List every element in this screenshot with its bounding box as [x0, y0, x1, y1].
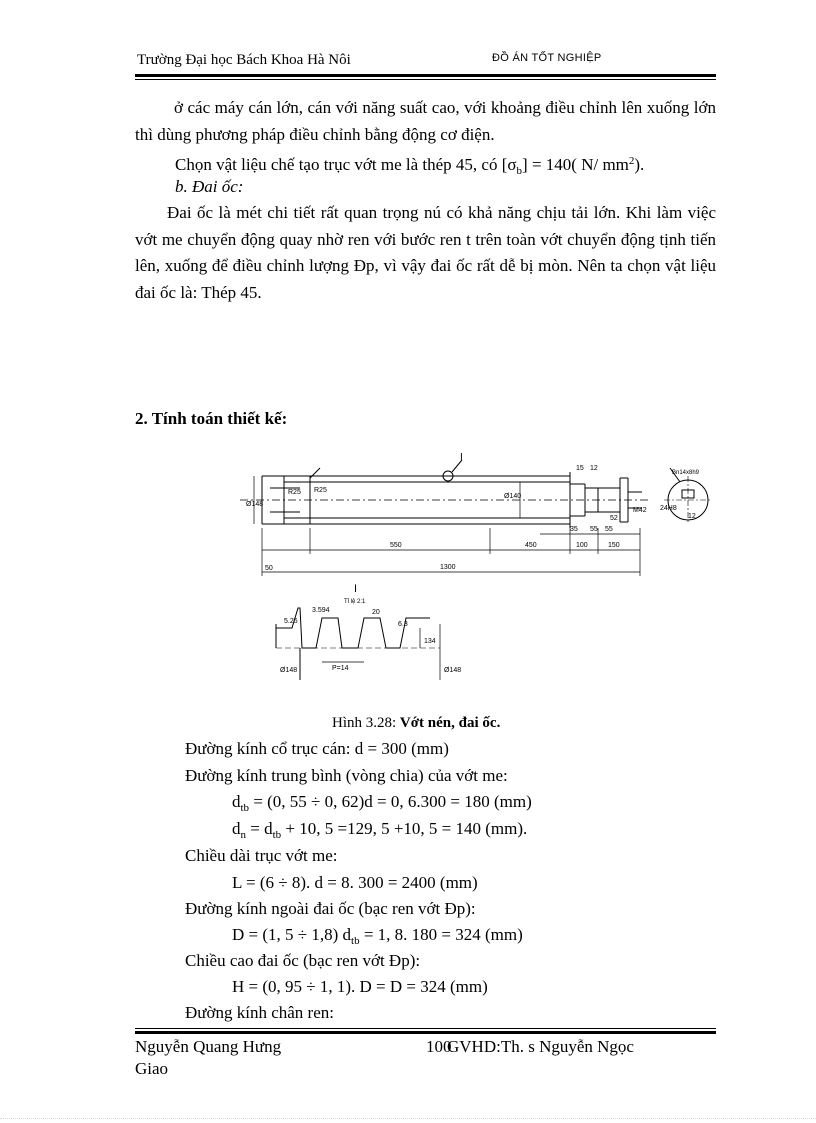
- dim-12: 12: [590, 465, 598, 472]
- dim-1300: 1300: [440, 564, 456, 571]
- dim-55: 55: [590, 526, 598, 533]
- shaft-main-view: [240, 460, 650, 528]
- dim-3-594: 3.594: [312, 607, 330, 614]
- dim-550: 550: [390, 542, 402, 549]
- dim-148c: Ø148: [444, 667, 462, 674]
- detail-title: I: [354, 583, 358, 595]
- footer-page-number: 100: [426, 1037, 452, 1056]
- paragraph-1: ở các máy cán lớn, cán với năng suất cao, với khoảng điều chỉnh lên xuống lớn thì dùng phương pháp điều chỉnh bằng động cơ điện.: [135, 98, 716, 144]
- paragraph-nut: Đai ốc là mét chi tiết rất quan trọng nú có khả năng chịu tải lớn. Khi làm việc vớt me chuyển động quay nhờ ren với bước ren t trên toàn vớt chuyển động tịnh tiến lên, xuống để điều chỉnh lượng Đp, vì vậy đai ốc rất dễ bị mòn. Nên ta chọn vật liệu đai ốc là: Thép 45.: [135, 203, 716, 302]
- calc-dtb: $d_{tb} = (0$, 55 ÷ 0, 62)d = 0, 6.300 = 180 (mm): [232, 792, 532, 814]
- figure-drawing: [240, 448, 720, 698]
- thread-detail: [276, 608, 440, 680]
- calc-length-label: Chiều dài trục vớt me:: [185, 846, 338, 865]
- calc-mean-diameter-label: Đường kính trung bình (vòng chia) của vớt me:: [185, 766, 508, 785]
- dim-148b: Ø148: [280, 667, 298, 674]
- dim-100: 100: [576, 542, 588, 549]
- dim-52: 52: [610, 515, 618, 522]
- dim-dia148: Ø148: [246, 501, 264, 508]
- dim-20: 20: [372, 609, 380, 616]
- dim-6-3: 6.3: [398, 621, 408, 628]
- calc-height: H = (0, 95 ÷ 1, 1). D = D = 324 (mm): [232, 977, 488, 996]
- dim-134: 134: [424, 638, 436, 645]
- dim-pitch: P=14: [332, 665, 349, 672]
- dim-r25b: R25: [314, 487, 327, 494]
- dim-m42: M42: [633, 507, 647, 514]
- dim-50: 50: [265, 565, 273, 572]
- dim-450: 450: [525, 542, 537, 549]
- calc-length: L = (6 ÷ 8). d = 8. 300 = 2400 (mm): [232, 873, 478, 892]
- dim-spline: Bn14x8h9: [672, 470, 700, 476]
- dim-35: 35: [570, 526, 578, 533]
- page-bottom-border: [0, 1118, 816, 1119]
- dim-15: 15: [576, 465, 584, 472]
- header-rule-thin: [135, 79, 716, 80]
- section-heading: 2. Tính toán thiết kế:: [135, 409, 288, 428]
- header-title: ĐỒ ÁN TỐT NGHIỆP: [492, 52, 602, 64]
- dim-55b: 55: [605, 526, 613, 533]
- paragraph-material: Chọn vật liệu chế tạo trục vớt me là thép 45, có $[\sigma_b] = 140$( N/ $mm^2$).: [175, 155, 645, 177]
- figure-caption: Hình 3.28: Vớt nén, đai ốc.: [332, 715, 501, 731]
- detail-marker: I: [460, 452, 463, 463]
- footer-supervisor: GVHD:Th. s Nguyễn Ngọc: [447, 1037, 634, 1056]
- footer-author: Nguyễn Quang Hưng: [135, 1037, 282, 1056]
- detail-scale: Tỉ lệ 2:1: [344, 599, 366, 605]
- header-school: Trường Đại học Bách Khoa Hà Nôi: [137, 52, 351, 68]
- shaft-dimensions: [254, 476, 640, 576]
- subheading-nut: b. Đai ốc:: [175, 177, 244, 196]
- calc-height-label: Chiều cao đai ốc (bạc ren vớt Đp):: [185, 951, 421, 970]
- footer-author-cont: Giao: [135, 1059, 169, 1078]
- dim-12b: 12: [688, 513, 696, 520]
- header-rule: [135, 74, 716, 77]
- calc-outer-diameter: D = (1, 5 ÷ 1,8) $d_{tb} = 1$, 8. 180 = 324 (mm): [232, 925, 523, 947]
- dim-5-25: 5.25: [284, 618, 298, 625]
- dim-dia140: Ø140: [504, 493, 522, 500]
- dim-150: 150: [608, 542, 620, 549]
- footer-rule-thin: [135, 1028, 716, 1029]
- calc-root-diameter-label: Đường kính chân ren:: [185, 1003, 334, 1022]
- dim-r25: R25: [288, 489, 301, 496]
- calc-neck-diameter: Đường kính cổ trục cán: d = 300 (mm): [185, 739, 449, 758]
- calc-dn: $d_n = d_{tb} + 10$, 5 =129, 5 +10, 5 = 140 (mm).: [232, 819, 528, 841]
- calc-outer-diameter-label: Đường kính ngoài đai ốc (bạc ren vớt Đp):: [185, 899, 476, 918]
- dim-24h8: 24H8: [660, 505, 677, 512]
